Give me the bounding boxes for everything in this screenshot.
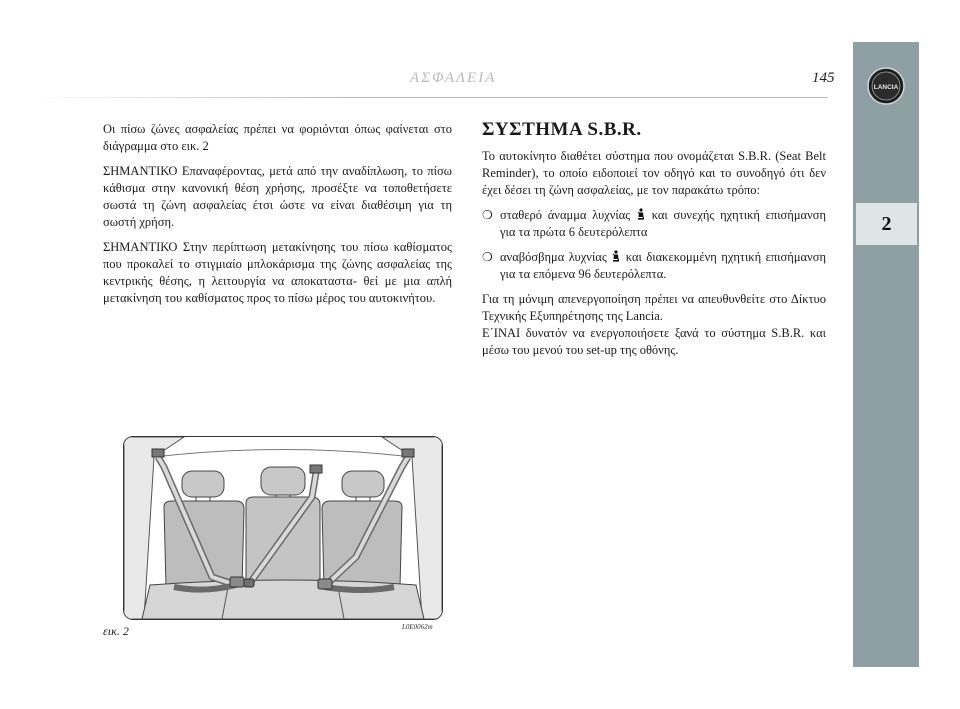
lancia-logo bbox=[866, 66, 906, 106]
page-number: 145 bbox=[812, 70, 835, 86]
chapter-side-tab bbox=[853, 42, 919, 667]
list-item bbox=[482, 249, 826, 283]
bullet-text: σταθερό άναμμα λυχνίας και συνεχής ηχητική επισήμανση για τα πρώτα 6 δευτερόλεπτα bbox=[500, 208, 827, 239]
list-item bbox=[482, 207, 826, 241]
outro-paragraph: Ε΄ΙΝΑΙ δυνατόν να ενεργοποιήσετε ξανά το σύστημα S.B.R. και μέσω του μενού του set-up της οθόνης. bbox=[482, 326, 826, 357]
left-column bbox=[103, 121, 452, 315]
section-heading: ΣΥΣΤΗΜΑ S.B.R. bbox=[482, 119, 642, 140]
bullet-mark: ❍ bbox=[482, 208, 493, 222]
logo-text: LANCIA bbox=[873, 84, 899, 91]
paragraph: Οι πίσω ζώνες ασφαλείας πρέπει να φοριόνται όπως φαίνεται στο διάγραμμα στο εικ. 2 bbox=[103, 122, 452, 153]
bullet-text: αναβόσβημα λυχνίας και διακεκομμένη ηχητική επισήμανση για τα επόμενα 96 δευτερόλεπτα. bbox=[500, 250, 826, 281]
figure-code: L0E0062m bbox=[402, 623, 433, 631]
paragraph: ΣΗΜΑΝΤΙΚΟ Στην περίπτωση μετακίνησης του πίσω καθίσματος που προκαλεί το στιγμιαίο μπλοκάρισμα της ζώνης ασφαλείας της κεντρικής θέσης, η λειτουργία να αποκαταστα- θεί με μια απλή μετακίνηση του καθίσματος προς το πίσω μέρος του αυτοκινήτου. bbox=[103, 240, 452, 305]
chapter-number: 2 bbox=[856, 203, 917, 245]
right-column bbox=[482, 121, 826, 367]
intro-paragraph: Το αυτοκίνητο διαθέτει σύστημα που ονομάζεται S.B.R. (Seat Belt Reminder), το οποίο ειδοποιεί τον οδηγό και το συνοδηγό ότι δεν έχει δέσει τη ζώνη ασφαλείας, με τον παρακάτω τρόπο: bbox=[482, 149, 826, 197]
paragraph: ΣΗΜΑΝΤΙΚΟ Επαναφέροντας, μετά από την αναδίπλωση, το πίσω κάθισμα στην κανονική θέση χρήσης, προσέξτε να τοποθετήσετε σωστά τη ζώνη ασφαλείας έτσι ώστε να είναι διαθέσιμη για τη σωστή χρήση. bbox=[103, 164, 452, 229]
header-rule bbox=[28, 97, 828, 98]
bullet-mark: ❍ bbox=[482, 250, 493, 264]
seat-belt-warning-icon bbox=[636, 208, 646, 220]
rear-seat-belts-illustration bbox=[123, 436, 443, 620]
figure-caption: εικ. 2 bbox=[103, 624, 129, 638]
section-title: ΑΣΦΑΛΕΙΑ bbox=[410, 70, 497, 86]
seat-belts-drawing bbox=[124, 437, 442, 619]
outro-paragraph: Για τη μόνιμη απενεργοποίηση πρέπει να απευθυνθείτε στο Δίκτυο Τεχνικής Εξυπηρέτησης της Lancia. bbox=[482, 292, 826, 323]
seat-belt-warning-icon bbox=[611, 250, 621, 262]
